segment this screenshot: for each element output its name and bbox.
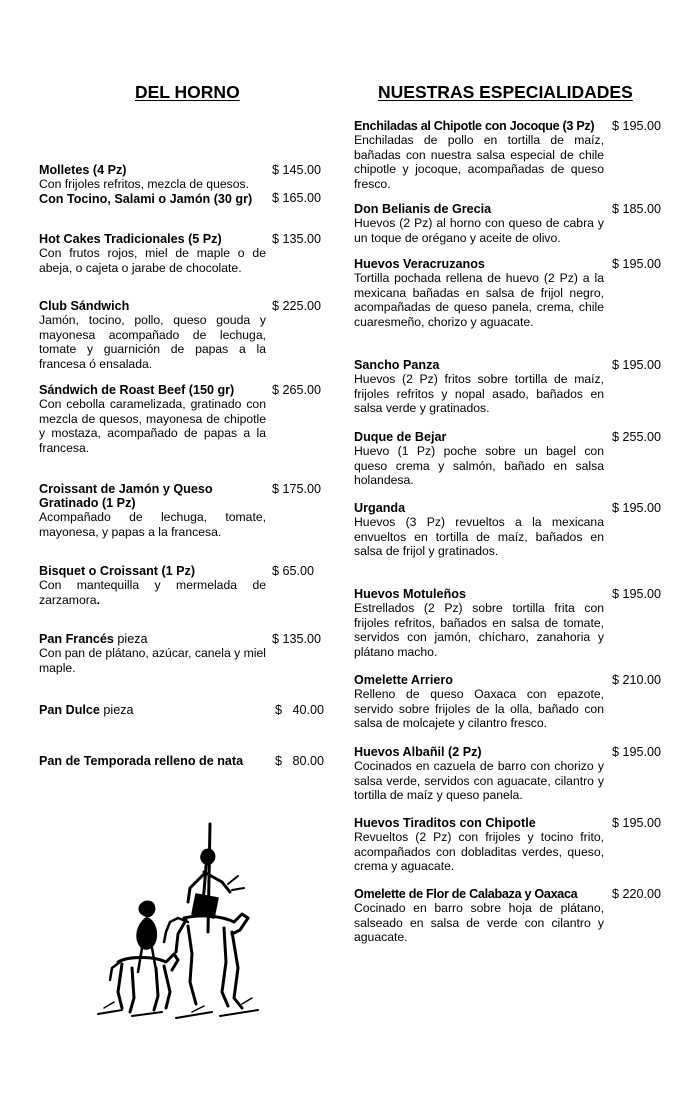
- item-price: $ 210.00: [612, 673, 662, 687]
- item-price: $ 135.00: [272, 232, 322, 246]
- menu-item-huevos-albanil: [354, 745, 604, 803]
- item-description: Enchiladas de pollo en tortilla de maíz, bañadas con nuestra salsa especial de chile chipotle y jocoque, acompañadas de queso fresco.: [354, 133, 604, 192]
- item-price: $ 135.00: [272, 632, 322, 646]
- menu-item-pan-temporada: [39, 754, 279, 768]
- item-name: Don Belianis de Grecia: [354, 202, 492, 216]
- menu-item-bisquet: [39, 564, 266, 607]
- item-name: Pan Dulce pieza: [39, 703, 134, 717]
- item-price: $ 195.00: [612, 358, 662, 372]
- menu-item-huevos-motulenos: [354, 587, 604, 660]
- item-name: Croissant de Jamón y Queso Gratinado (1 Pz): [39, 482, 213, 510]
- item-description: Revueltos (2 Pz) con frijoles y tocino frito, acompañados con dobladitas verdes, queso, crema y aguacate.: [354, 830, 604, 874]
- menu-item-club-sandwich: [39, 299, 266, 372]
- menu-item-sancho-panza: [354, 358, 604, 416]
- item-name: Pan Francés pieza: [39, 632, 148, 646]
- item-price: $ 185.00: [612, 202, 662, 216]
- menu-item-urganda: [354, 501, 604, 559]
- item-description: Huevo (1 Pz) poche sobre un bagel con queso crema y salmón, bañado en salsa holandesa.: [354, 444, 604, 488]
- item-price: $ 195.00: [612, 745, 662, 759]
- item-price: $ 145.00: [272, 163, 322, 177]
- menu-item-hot-cakes: [39, 232, 266, 275]
- item-price: $ 265.00: [272, 383, 322, 397]
- menu-item-pan-dulce: [39, 703, 266, 717]
- item-price: $ 65.00: [272, 564, 315, 578]
- item-name: Hot Cakes Tradicionales (5 Pz): [39, 232, 222, 246]
- menu-item-huevos-tiraditos: [354, 816, 604, 874]
- item-description: Con pan de plátano, azúcar, canela y miel maple.: [39, 646, 266, 675]
- item-price: $ 255.00: [612, 430, 662, 444]
- menu-item-omelette-flor-calabaza: [354, 887, 604, 945]
- item-price: $ 40.00: [275, 703, 325, 717]
- item-name: Omelette Arriero: [354, 673, 453, 687]
- item-price: $ 195.00: [612, 501, 662, 515]
- item-price: $ 195.00: [612, 119, 662, 133]
- menu-item-duque-de-bejar: [354, 430, 604, 488]
- menu-item-huevos-veracruzanos: [354, 257, 604, 330]
- item-extra-price: $ 165.00: [272, 191, 322, 205]
- menu-item-molletes: [39, 163, 266, 206]
- item-price: $ 195.00: [612, 816, 662, 830]
- item-price: $ 220.00: [612, 887, 662, 901]
- item-description: Estrellados (2 Pz) sobre tortilla frita con frijoles refritos, bañados en salsa de tomate, servidos con jamón, chícharo, zanahoria y plátano macho.: [354, 601, 604, 660]
- item-description: Tortilla pochada rellena de huevo (2 Pz) a la mexicana bañadas en salsa de frijol negro, acompañadas de queso panela, crema, chile cuaresmeño, chorizo y aguacate.: [354, 271, 604, 330]
- menu-item-croissant-jamon: [39, 482, 266, 539]
- item-name: Duque de Bejar: [354, 430, 447, 444]
- item-name: Sándwich de Roast Beef (150 gr): [39, 383, 235, 397]
- item-name: Sancho Panza: [354, 358, 440, 372]
- item-name: Club Sándwich: [39, 299, 130, 313]
- menu-item-pan-frances: [39, 632, 266, 675]
- item-description: Con cebolla caramelizada, gratinado con mezcla de quesos, mayonesa de chipotle y mostaza, acompañado de papas a la francesa.: [39, 397, 266, 456]
- item-description: Huevos (2 Pz) al horno con queso de cabra y un toque de orégano y aceite de olivo.: [354, 216, 604, 245]
- item-price: $ 225.00: [272, 299, 322, 313]
- item-name: Urganda: [354, 501, 406, 515]
- item-description: Acompañado de lechuga, tomate, mayonesa, y papas a la francesa.: [39, 510, 266, 539]
- item-description: Relleno de queso Oaxaca con epazote, servido sobre frijoles de la olla, bañado con salsa de molcajete y cilantro fresco.: [354, 687, 604, 731]
- item-description: Cocinado en barro sobre hoja de plátano, salseado en salsa de verde con cilantro y aguacate.: [354, 901, 604, 945]
- item-description: Huevos (3 Pz) revueltos a la mexicana envueltos en tortilla de maíz, bañados en salsa de frijol y gratinados.: [354, 515, 604, 559]
- item-name: Bisquet o Croissant (1 Pz): [39, 564, 196, 578]
- item-price: $ 80.00: [275, 754, 325, 768]
- section-heading-nuestras-especialidades: NUESTRAS ESPECIALIDADES: [378, 82, 633, 102]
- menu-item-omelette-arriero: [354, 673, 604, 731]
- item-name: Pan de Temporada relleno de nata: [39, 754, 244, 768]
- item-description: Con mantequilla y mermelada de zarzamora.: [39, 578, 266, 607]
- item-name: Huevos Albañil (2 Pz): [354, 745, 482, 759]
- item-name: Omelette de Flor de Calabaza y Oaxaca: [354, 887, 578, 901]
- item-description: Jamón, tocino, pollo, queso gouda y mayonesa acompañado de lechuga, tomate y guarnición de papas a la francesa ó ensalada.: [39, 313, 266, 372]
- don-quixote-sancho-sketch-icon: [92, 822, 262, 1022]
- item-description: Con frijoles refritos, mezcla de quesos.: [39, 177, 249, 191]
- item-extra-name: Con Tocino, Salami o Jamón (30 gr): [39, 191, 253, 206]
- item-name: Huevos Tiraditos con Chipotle: [354, 816, 536, 830]
- item-price: $ 195.00: [612, 257, 662, 271]
- item-price: $ 195.00: [612, 587, 662, 601]
- item-name: Molletes (4 Pz): [39, 163, 127, 177]
- item-name: Huevos Veracruzanos: [354, 257, 485, 271]
- menu-item-roast-beef: [39, 383, 266, 456]
- menu-item-enchiladas-chipotle: [354, 119, 604, 192]
- item-name: Enchiladas al Chipotle con Jocoque (3 Pz): [354, 119, 595, 133]
- item-description: Con frutos rojos, miel de maple o de abeja, o cajeta o jarabe de chocolate.: [39, 246, 266, 275]
- section-heading-del-horno: DEL HORNO: [135, 82, 240, 102]
- item-description: Cocinados en cazuela de barro con chorizo y salsa verde, servidos con aguacate, cilantro y tortilla de maíz y queso panela.: [354, 759, 604, 803]
- item-price: $ 175.00: [272, 482, 322, 496]
- item-name: Huevos Motuleños: [354, 587, 466, 601]
- menu-item-don-belianis: [354, 202, 604, 245]
- item-description: Huevos (2 Pz) fritos sobre tortilla de maíz, frijoles refritos y nopal asado, bañados en salsa verde y gratinados.: [354, 372, 604, 416]
